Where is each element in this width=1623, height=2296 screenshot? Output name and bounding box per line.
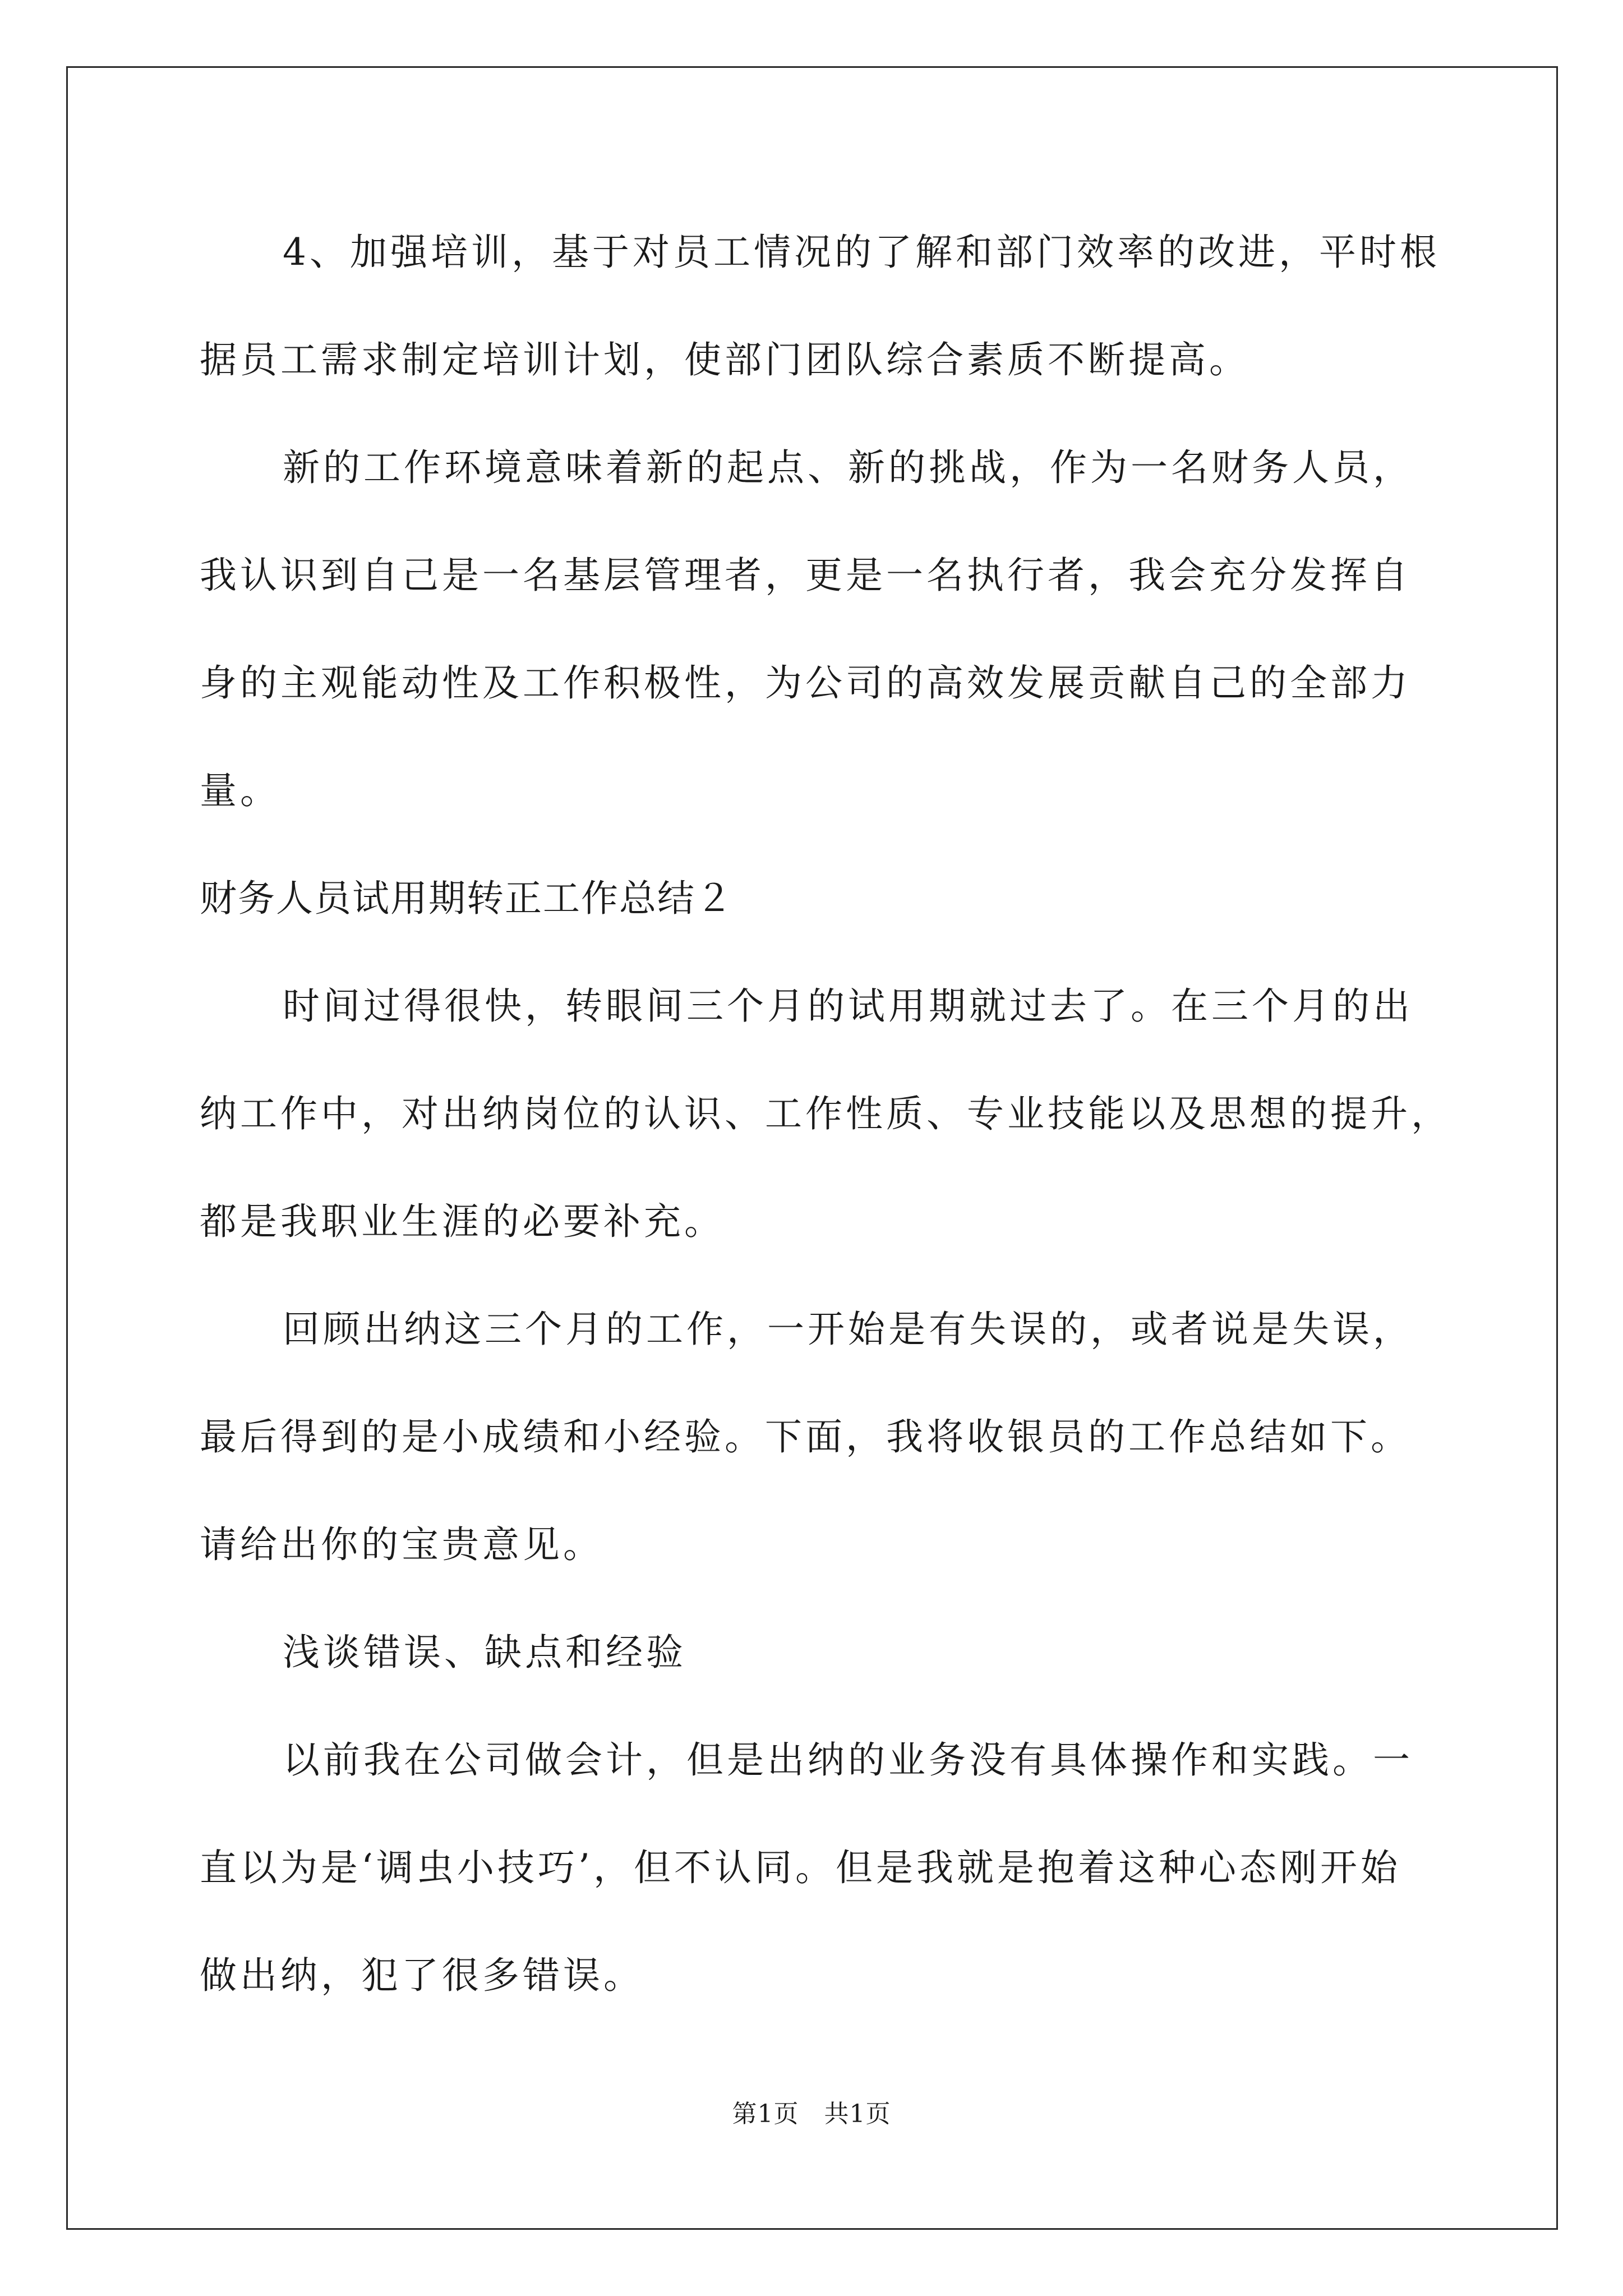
paragraph-new-env-line-3: 身的主观能动性及工作积极性，为公司的高效发展贡献自己的全部力	[200, 661, 1411, 705]
subheading: 浅谈错误、缺点和经验	[283, 1631, 686, 1674]
section-heading: 财务人员试用期转正工作总结２	[200, 877, 734, 920]
paragraph-review-line-2: 最后得到的是小成绩和小经验。下面，我将收银员的工作总结如下。	[200, 1415, 1411, 1458]
paragraph-review-line-1: 回顾出纳这三个月的工作，一开始是有失误的，或者说是失误，	[283, 1308, 1413, 1351]
paragraph-before-line-3: 做出纳，犯了很多错误。	[200, 1954, 644, 1997]
paragraph-time-line-2: 纳工作中，对出纳岗位的认识、工作性质、专业技能以及思想的提升，	[200, 1092, 1451, 1135]
paragraph-new-env-line-4: 量。	[200, 769, 280, 812]
paragraph-before-line-2: 直以为是‘调虫小技巧’，但不认同。但是我就是抱着这种心态刚开始	[200, 1846, 1401, 1889]
paragraph-new-env-line-1: 新的工作环境意味着新的起点、新的挑战，作为一名财务人员，	[283, 446, 1413, 489]
paragraph-4-line-2: 据员工需求制定培训计划，使部门团队综合素质不断提高。	[200, 338, 1249, 381]
paragraph-review-line-3: 请给出你的宝贵意见。	[200, 1523, 603, 1566]
paragraph-new-env-line-2: 我认识到自己是一名基层管理者，更是一名执行者，我会充分发挥自	[200, 554, 1411, 597]
paragraph-before-line-1: 以前我在公司做会计，但是出纳的业务没有具体操作和实践。一	[283, 1738, 1413, 1782]
paragraph-time-line-1: 时间过得很快，转眼间三个月的试用期就过去了。在三个月的出	[283, 984, 1413, 1028]
paragraph-4-line-1: 4、加强培训，基于对员工情况的了解和部门效率的改进，平时根	[283, 231, 1440, 274]
page-number-footer: 第1页 共1页	[732, 2100, 891, 2128]
paragraph-time-line-3: 都是我职业生涯的必要补充。	[200, 1200, 725, 1243]
page-border	[66, 66, 1558, 2230]
